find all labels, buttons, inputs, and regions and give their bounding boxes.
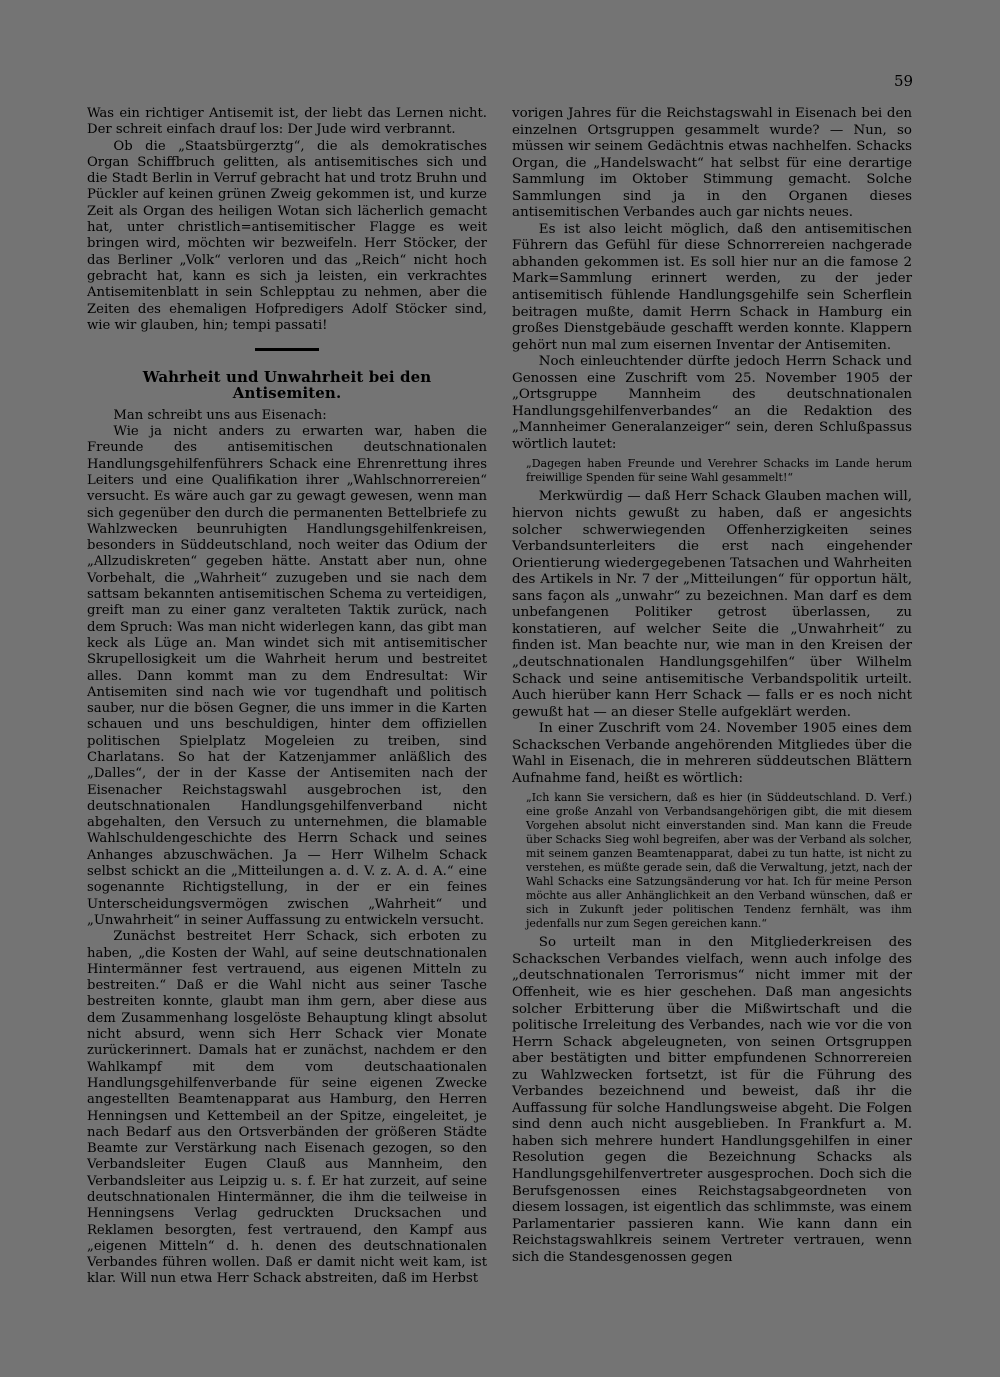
paragraph: Merkwürdig — daß Herr Schack Glauben machen will, hiervon nichts gewußt zu haben, daß er angesichts solcher schwerwiegenden Offenherzigkeiten seines Verbandsunterleiters die erst nach eingehender Orientierung wiedergegebenen Tatsachen und Wahrheiten des Artikels in Nr. 7 der „Mitteilungen“ für opportun hält, sans façon als „unwahr“ zu bezeichnen. Man darf es dem unbefangenen Politiker getrost überlassen, zu konstatieren, auf welcher Seite die „Unwahrheit“ zu finden ist. Man beachte nur, wie man in den Kreisen der „deutschnationalen Handlungsgehilfen“ über Wilhelm Schack und seine antisemitische Verbandspolitik urteilt. Auch hierüber kann Herr Schack — falls er es noch nicht gewußt hat — an dieser Stelle aufgeklärt werden. [512,489,912,720]
paragraph: In einer Zuschrift vom 24. November 1905 eines dem Schackschen Verbande angehörenden Mitgliedes über die Wahl in Eisenach, die in mehreren süddeutschen Blättern Aufnahme fand, heißt es wörtlich: [512,721,912,786]
paragraph: vorigen Jahres für die Reichstagswahl in Eisenach bei den einzelnen Ortsgruppen gesammelt wurde? — Nun, so müssen wir seinem Gedächtnis etwas nachhelfen. Schacks Organ, die „Handelswacht“ hat selbst für eine derartige Sammlung im Oktober Stimmung gemacht. Solche Sammlungen sind ja in den Organen dieses antisemitischen Verbandes auch gar nichts neues. [512,106,912,221]
section-divider [255,348,319,351]
paragraph: Wie ja nicht anders zu erwarten war, haben die Freunde des antisemitischen deutschnationalen Handlungsgehilfenführers Schack eine Ehrenrettung ihres Leiters und eine Qualifikation ihrer „Wahlschnorrereien“ versucht. Es wäre auch gar zu gewagt gewesen, wenn man sich gegenüber den durch die permanenten Bettelbriefe zu Wahlzwecken beunruhigten Handlungsgehilfenkreisen, besonders in Süddeutschland, noch weiter das Odium der „Allzudiskreten“ gegeben hätte. Anstatt aber nun, ohne Vorbehalt, die „Wahrheit“ zuzugeben und sie nach dem sattsam bekannten antisemitischen Schema zu verteidigen, greift man zu einer ganz veralteten Taktik zurück, nach dem Spruch: Was man nicht widerlegen kann, das gibt man keck als Lüge an. Man windet sich mit antisemitischer Skrupellosigkeit um die Wahrheit herum und bestreitet alles. Dann kommt man zu dem Endresultat: Wir Antisemiten sind nach wie vor tugendhaft und politisch sauber, nur die bösen Gegner, die uns immer in die Karten schauen und uns beschuldigen, hinter dem offiziellen politischen Spielplatz Mogeleien zu treiben, sind Charlatans. So hat der Katzenjammer anläßlich des „Dalles“, der in der Kasse der Antisemiten nach der Eisenacher Reichstagswahl ausgebrochen ist, den deutschnationalen Handlungsgehilfenverband nicht abgehalten, den Versuch zu unternehmen, die blamable Wahlschuldengeschichte des Herrn Schack und seines Anhanges abzuschwächen. Ja — Herr Wilhelm Schack selbst schickt an die „Mitteilungen a. d. V. z. A. d. A.“ eine sogenannte Richtigstellung, in der er ein feines Unterscheidungsvermögen zwischen „Wahrheit“ und „Unwahrheit“ in seiner Auffassung zu entwickeln versucht. [87,424,487,928]
paragraph: Zunächst bestreitet Herr Schack, sich erboten zu haben, „die Kosten der Wahl, auf seine deutschnationalen Hintermänner fest vertrauend, aus eigenen Mitteln zu bestreiten.“ Daß er die Wahl nicht aus seiner Tasche bestreiten konnte, glaubt man ihm gern, aber diese aus dem Zusammenhang losgelöste Behauptung klingt absolut nicht absurd, wenn sich Herr Schack vier Monate zurückerinnert. Damals hat er zunächst, nachdem er den Wahlkampf mit dem vom deutschaationalen Handlungsgehilfenverbande für seine eigenen Zwecke angestellten Beamtenapparat aus Hamburg, den Herren Henningsen und Kettembeil an der Spitze, eingeleitet, je nach Bedarf aus den Ortsverbänden der größeren Städte Beamte zur Verstärkung nach Eisenach gezogen, so den Verbandsleiter Eugen Clauß aus Mannheim, den Verbandsleiter aus Leipzig u. s. f. Er hat zurzeit, auf seine deutschnationalen Hintermänner, die ihm die teilweise in Henningsens Verlag gedruckten Drucksachen und Reklamen besorgten, fest vertrauend, den Kampf aus „eigenen Mitteln“ d. h. denen des deutschnationalen Verbandes führen wollen. Daß er damit nicht weit kam, ist klar. Will nun etwa Herr Schack abstreiten, daß im Herbst [87,929,487,1287]
block-quote: „Dagegen haben Freunde und Verehrer Schacks im Lande herum freiwillige Spenden für seine Wahl gesammelt!“ [526,457,912,485]
left-column [87,106,487,1288]
article-heading: Wahrheit und Unwahrheit bei den Antisemiten. [142,368,432,403]
right-column [512,106,912,1266]
paragraph: Man schreibt uns aus Eisenach: [113,407,327,423]
paragraph: Noch einleuchtender dürfte jedoch Herrn Schack und Genossen eine Zuschrift vom 25. November 1905 der „Ortsgruppe Mannheim des deutschnationalen Handlungsgehilfenverbandes“ an die Redaktion des „Mannheimer Generalanzeiger“ sein, deren Schlußpassus wörtlich lautet: [512,354,912,452]
paragraph: Es ist also leicht möglich, daß den antisemitischen Führern das Gefühl für diese Schnorrereien nachgerade abhanden gekommen ist. Es soll hier nur an die famose 2 Mark=Sammlung erinnert werden, zu der jeder antisemitisch fühlende Handlungsgehilfe sein Scherflein beitragen mußte, damit Herrn Schack in Hamburg ein großes Dienstgebäude geschafft werden konnte. Klappern gehört nun mal zum eisernen Inventar der Antisemiten. [512,221,912,353]
paragraph: So urteilt man in den Mitgliederkreisen des Schackschen Verbandes vielfach, wenn auch infolge des „deutschnationalen Terrorismus“ nicht immer mit der Offenheit, wie es hier geschehen. Daß man angesichts solcher Erbitterung über die Mißwirtschaft und die politische Irreleitung des Verbandes, nach wie vor die von Herrn Schack abgeleugneten, von seinen Ortsgruppen aber bestätigten und bitter empfundenen Schnorrereien zu Wahlzwecken fortsetzt, ist für die Führung des Verbandes bezeichnend und beweist, daß ihr die Auffassung für solche Handlungsweise abgeht. Die Folgen sind denn auch nicht ausgeblieben. In Frankfurt a. M. haben sich mehrere hundert Handlungsgehilfen in einer Resolution gegen die Bezeichnung Schacks als Handlungsgehilfenvertreter ausgesprochen. Doch sich die Berufsgenossen eines Reichstagsabgeordneten von diesem lossagen, ist eigentlich das schlimmste, was einem Parlamentarier passieren kann. Wie kann dann ein Reichstagswahlkreis seinem Vertreter vertrauen, wenn sich die Standesgenossen gegen [512,935,912,1265]
block-quote: „Ich kann Sie versichern, daß es hier (in Süddeutschland. D. Verf.) eine große Anzahl von Verbandsangehörigen gibt, die mit diesem Vorgehen absolut nicht einverstanden sind. Man kann die Freude über Schacks Sieg wohl begreifen, aber was der Verband als solcher, mit seinem ganzen Beamtenapparat, dabei zu tun hatte, ist nicht zu verstehen, es müßte gerade sein, daß die Verwaltung, jetzt, nach der Wahl Schacks eine Satzungsänderung vor hat. Ich für meine Person möchte aus aller Anhänglichkeit an den Verband wünschen, daß er sich in Zukunft jeder politischen Tendenz fernhält, was ihm jedenfalls nur zum Segen gereichen kann.“ [526,791,912,931]
page-number: 59 [894,72,914,90]
paragraph: Was ein richtiger Antisemit ist, der liebt das Lernen nicht. Der schreit einfach drauf los: Der Jude wird verbrannt. [87,106,487,138]
paragraph: Ob die „Staatsbürgerztg“, die als demokratisches Organ Schiffbruch gelitten, als antisemitisches sich und die Stadt Berlin in Verruf gebracht hat und trotz Bruhn und Pückler auf keinen grünen Zweig gekommen ist, und kurze Zeit als Organ des heiligen Wotan sich lächerlich gemacht hat, unter christlich=antisemitischer Flagge es weit bringen wird, möchten wir bezweifeln. Herr Stöcker, der das Berliner „Volk“ verloren und das „Reich“ nicht hoch gebracht hat, kann es sich ja leisten, ein verkrachtes Antisemitenblatt in sein Schlepptau zu nehmen, aber die Zeiten des ehemaligen Hofpredigers Adolf Stöcker sind, wie wir glauben, hin; tempi passati! [87,138,487,333]
